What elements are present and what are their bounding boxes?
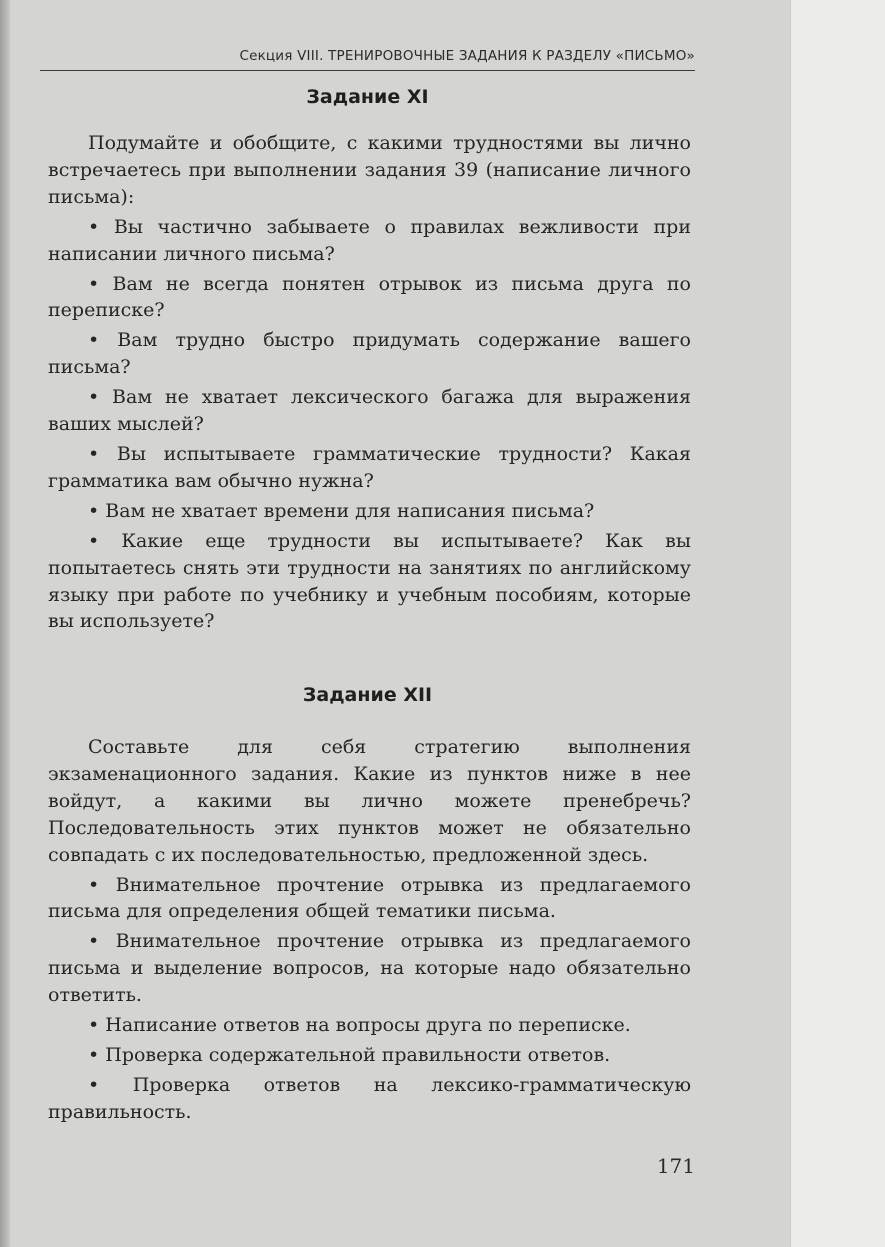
task-11-title: Задание XI: [306, 86, 429, 108]
task-11-body: [48, 130, 691, 635]
task-12-title: Задание XII: [302, 684, 433, 706]
task-12-intro: Составьте для себя стратегию выполнения экзаменационного задания. Какие из пунктов ниже в нее войдут, а какими вы лично можете пренебречь? Последовательность этих пунктов может не обязательно совпадать с их последовательностью, предложенной здесь.: [48, 736, 691, 866]
scan-left-edge: [0, 0, 10, 1247]
task-11-bullet: • Вам не хватает лексического багажа для выражения ваших мыслей?: [48, 386, 691, 436]
task-12-bullet: • Внимательное прочтение отрывка из предлагаемого письма для определения общей тематики письма.: [48, 873, 691, 923]
page-number: 171: [656, 1154, 695, 1178]
running-header: Секция VIII. ТРЕНИРОВОЧНЫЕ ЗАДАНИЯ К РАЗДЕЛУ «ПИСЬМО»: [239, 48, 695, 64]
scan-right-margin: [790, 0, 885, 1247]
task-12-body: [48, 734, 691, 1126]
header-rule: [40, 70, 695, 71]
task-12-bullet: • Проверка ответов на лексико-грамматическую правильность.: [48, 1073, 691, 1123]
task-11-bullet: • Какие еще трудности вы испытываете? Как вы попытаетесь снять эти трудности на занятиях по английскому языку при работе по учебнику и учебным пособиям, которые вы используете?: [48, 529, 691, 633]
task-11-bullet: • Вам не хватает времени для написания письма?: [88, 499, 595, 522]
task-12-bullet: • Внимательное прочтение отрывка из предлагаемого письма и выделение вопросов, на которые надо обязательно ответить.: [48, 930, 691, 1007]
task-11-intro: Подумайте и обобщите, с какими трудностями вы лично встречаетесь при выполнении задания 39 (написание личного письма):: [48, 132, 691, 208]
task-11-bullet: • Вы испытываете грамматические трудности? Какая грамматика вам обычно нужна?: [48, 442, 691, 492]
task-12-bullet: • Написание ответов на вопросы друга по переписке.: [88, 1014, 631, 1037]
task-11-bullet: • Вам трудно быстро придумать содержание вашего письма?: [48, 329, 691, 379]
task-12-bullet: • Проверка содержательной правильности ответов.: [88, 1043, 611, 1066]
task-11-bullet: • Вам не всегда понятен отрывок из письма друга по переписке?: [48, 272, 691, 322]
task-11-bullet: • Вы частично забываете о правилах вежливости при написании личного письма?: [48, 215, 691, 265]
